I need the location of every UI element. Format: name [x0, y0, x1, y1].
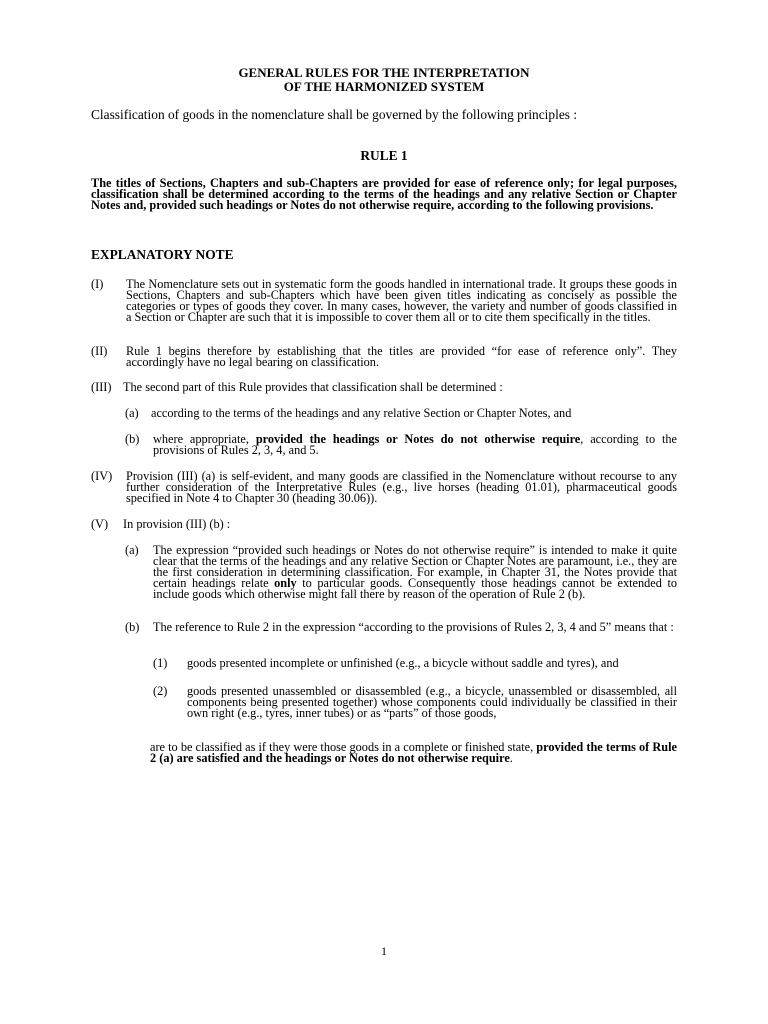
paragraph-label: (I) — [91, 277, 104, 291]
bold-text-run: provided the headings or Notes do not otherwise require — [255, 432, 581, 446]
document-title-line-1: GENERAL RULES FOR THE INTERPRETATION — [238, 65, 530, 80]
paragraph-label: (2) — [153, 684, 168, 698]
paragraph-text: goods presented unassembled or disassembled (e.g., a bicycle, unassembled or disassembled, all components being presented together) whose components could individually be classified in their own right (e.g., tyres, inner tubes) or as “parts” of those goods, — [187, 684, 677, 720]
paragraph-text: The Nomenclature sets out in systematic form the goods handled in international trade. It groups these goods in Sections, Chapters and sub-Chapters which have been given titles indicating as concisely as possible the categories or types of goods they cover. In many cases, however, the variety and number of goods classified in a Section or Chapter are such that it is impossible to cover them all or to cite them specifically in the titles. — [126, 277, 677, 324]
paragraph-text: Provision (III) (a) is self-evident, and many goods are classified in the Nomenclature without recourse to any further consideration of the Interpretative Rules (e.g., live horses (heading 01.01), pharmaceutical goods specified in Note 4 to Chapter 30 (heading 30.06)). — [126, 469, 677, 505]
rule-heading: RULE 1 — [360, 148, 408, 163]
paragraph-label: (b) — [125, 432, 140, 446]
paragraph-label: (a) — [125, 406, 139, 420]
paragraph-text: Rule 1 begins therefore by establishing that the titles are provided “for ease of reference only”. They accordingly have no legal bearing on classification. — [126, 344, 677, 369]
bold-text-run: provided the terms of Rule 2 (a) are satisfied and the headings or Notes do not otherwise require — [150, 740, 677, 765]
paragraph-label: (III) — [91, 380, 112, 394]
bold-text-run: only — [274, 576, 297, 590]
paragraph-label: (a) — [125, 543, 139, 557]
paragraph-label: (V) — [91, 517, 109, 531]
paragraph-text: according to the terms of the headings and any relative Section or Chapter Notes, and — [151, 406, 572, 420]
text-run: are to be classified as if they were those goods in a complete or finished state, — [150, 740, 537, 754]
paragraph-label: (IV) — [91, 469, 113, 483]
document-title-line-2: OF THE HARMONIZED SYSTEM — [283, 79, 485, 94]
paragraph-label: (II) — [91, 344, 108, 358]
paragraph-text — [153, 434, 677, 456]
paragraph-text: The reference to Rule 2 in the expression “according to the provisions of Rules 2, 3, 4 and 5” means that : — [153, 620, 674, 634]
paragraph-label: (b) — [125, 620, 140, 634]
rule-text: The titles of Sections, Chapters and sub-Chapters are provided for ease of reference only; for legal purposes, classification shall be determined according to the terms of the headings and any relative Section or Chapter Notes and, provided such headings or Notes do not otherwise require, according to the following provisions. — [91, 176, 677, 212]
paragraph-text — [153, 545, 677, 600]
paragraph-label: (1) — [153, 656, 168, 670]
page-number: 1 — [381, 944, 387, 958]
paragraph-text — [150, 742, 677, 764]
explanatory-note-heading: EXPLANATORY NOTE — [91, 247, 234, 262]
intro-sentence: Classification of goods in the nomenclature shall be governed by the following principles : — [91, 107, 578, 122]
text-run: The expression “provided such headings or Notes do not otherwise require” is intended to make it quite clear that the terms of the headings and any relative Section or Chapter Notes are paramount, i.e., they are the first consideration in determining classification. For example, in Chapter 31, the Notes provide that certain headings relate — [153, 543, 677, 590]
text-run: where appropriate, — [153, 432, 256, 446]
text-run: , according to the provisions of Rules 2, 3, 4, and 5. — [153, 432, 677, 457]
paragraph-text: In provision (III) (b) : — [123, 517, 231, 531]
paragraph-text: The second part of this Rule provides that classification shall be determined : — [123, 380, 503, 394]
text-run: . — [509, 751, 513, 765]
text-run: to particular goods. Consequently those headings cannot be extended to include goods which otherwise might fall there by reason of the operation of Rule 2 (b). — [153, 576, 678, 601]
paragraph-text: goods presented incomplete or unfinished (e.g., a bicycle without saddle and tyres), and — [187, 656, 619, 670]
